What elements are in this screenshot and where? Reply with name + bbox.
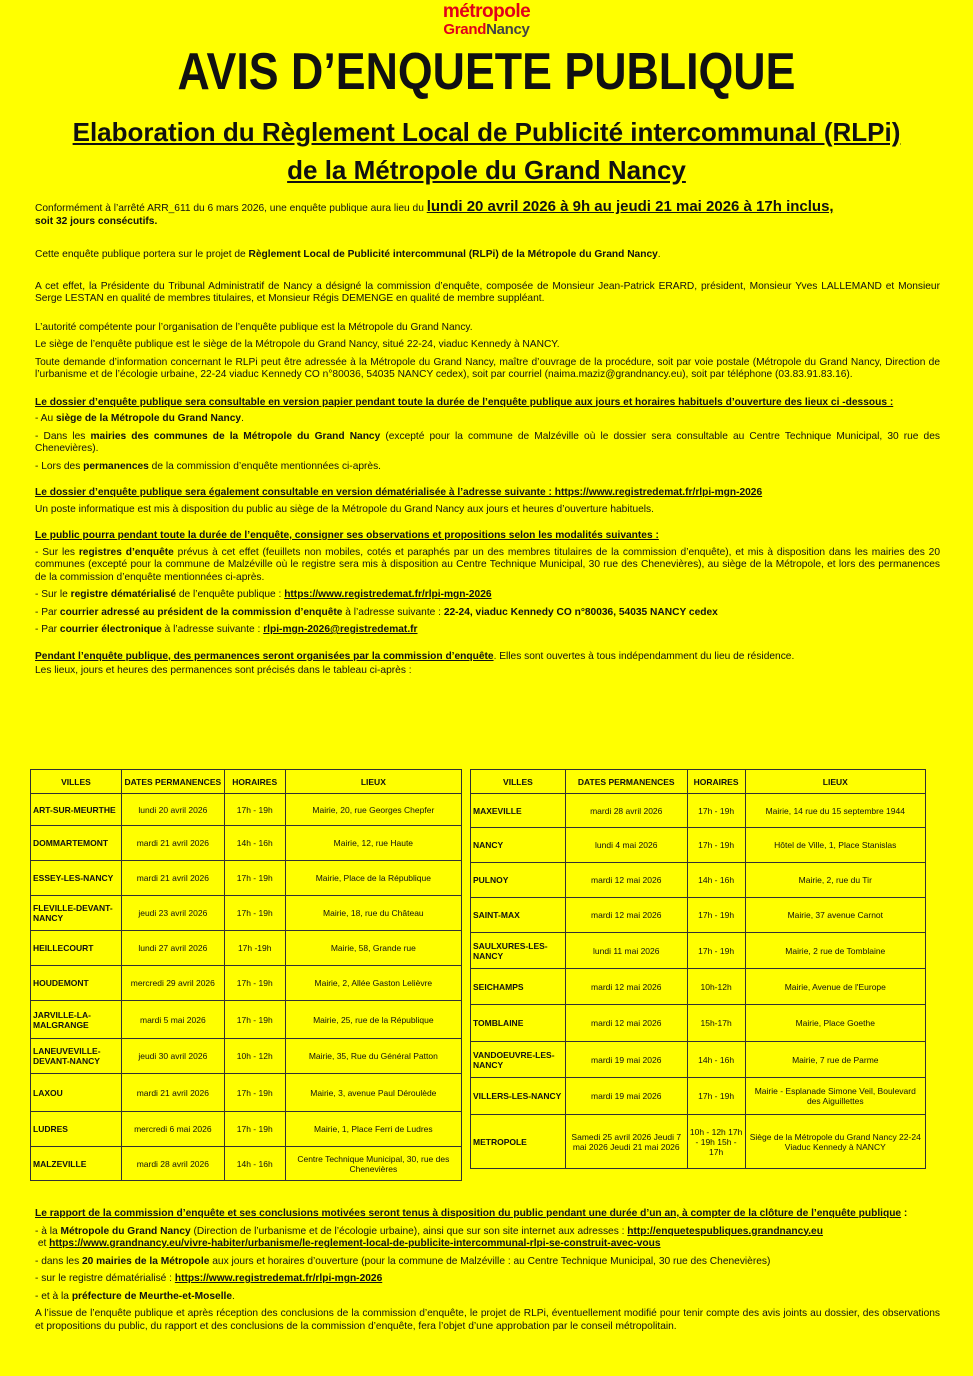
cell-ville: LAXOU — [31, 1074, 122, 1112]
table-row — [31, 1112, 462, 1147]
cell-date: mardi 12 mai 2026 — [565, 969, 687, 1005]
cell-horaire: 14h - 16h — [687, 863, 745, 898]
cell-lieu: Siège de la Métropole du Grand Nancy 22-24 Viaduc Kennedy à NANCY — [745, 1115, 925, 1169]
cell-horaire: 17h -19h — [224, 931, 285, 966]
paper-item-2: - Dans les mairies des communes de la Métropole du Grand Nancy (excepté pour la commune de Malzéville où le dossier sera consultable au Centre Technique Municipal, 30 rue des Chenevières). — [35, 430, 940, 454]
table-row — [31, 966, 462, 1001]
cell-date: lundi 20 avril 2026 — [121, 794, 224, 826]
report-item-4: - et à la préfecture de Meurthe-et-Moselle. — [35, 1290, 235, 1302]
cell-horaire: 17h - 19h — [687, 828, 745, 863]
cell-date: mardi 21 avril 2026 — [121, 1074, 224, 1112]
cell-ville: JARVILLE-LA-MALGRANGE — [31, 1001, 122, 1039]
report-item-3: - sur le registre dématérialisé : https://www.registredemat.fr/rlpi-mgn-2026 — [35, 1273, 383, 1284]
public-item-3: - Par courrier adressé au président de la commission d’enquête à l’adresse suivante : 22-24, viaduc Kennedy CO n°80036, 54035 NANCY cedex — [35, 606, 718, 618]
cell-date: mardi 12 mai 2026 — [565, 898, 687, 933]
cell-ville: MALZEVILLE — [31, 1147, 122, 1181]
cell-ville: LANEUVEVILLE-DEVANT-NANCY — [31, 1039, 122, 1074]
table-row — [31, 1039, 462, 1074]
col-dates: DATES PERMANENCES — [565, 770, 687, 794]
cell-horaire: 10h - 12h — [224, 1039, 285, 1074]
public-heading: Le public pourra pendant toute la durée de l’enquête, consigner ses observations et propositions selon les modalités suivantes : — [35, 530, 659, 541]
table-row — [31, 861, 462, 896]
cell-lieu: Mairie, Place de la République — [285, 861, 461, 896]
col-dates: DATES PERMANENCES — [121, 770, 224, 794]
cell-lieu: Mairie, 25, rue de la République — [285, 1001, 461, 1039]
table-row — [471, 863, 926, 898]
cell-ville: METROPOLE — [471, 1115, 566, 1169]
public-item-1: - Sur les registres d’enquête prévus à cet effet (feuillets non mobiles, cotés et paraphés par un des membres titulaires de la commission d’enquête), et mis à disposition dans les mairies des 20 communes (excepté pour la commune de Malzéville où le registre sera mis à disposition au Centre Technique Municipal, 30 rue des Chenevières), au siège de la Métropole, et lors des permanences de la commission d’enquête mentionnées ci-après. — [35, 546, 940, 583]
cell-date: mardi 19 mai 2026 — [565, 1078, 687, 1115]
cell-ville: ART-SUR-MEURTHE — [31, 794, 122, 826]
page-subtitle: Elaboration du Règlement Local de Publicité intercommunal (RLPi) de la Métropole du Grand Nancy — [72, 117, 901, 185]
cell-horaire: 10h - 12h 17h - 19h 15h - 17h — [687, 1115, 745, 1169]
registre-link-2[interactable]: https://www.registredemat.fr/rlpi-mgn-2026 — [284, 589, 492, 600]
cell-horaire: 17h - 19h — [224, 1112, 285, 1147]
cell-date: lundi 11 mai 2026 — [565, 933, 687, 969]
cell-lieu: Mairie, 12, rue Haute — [285, 826, 461, 861]
cell-lieu: Mairie, Place Goethe — [745, 1005, 925, 1042]
cell-date: mardi 28 avril 2026 — [565, 794, 687, 828]
cell-horaire: 15h-17h — [687, 1005, 745, 1042]
registre-link[interactable]: https://www.registredemat.fr/rlpi-mgn-2026 — [551, 487, 763, 498]
cell-ville: HEILLECOURT — [31, 931, 122, 966]
permanences-table-left — [30, 769, 462, 1181]
logo-line-1: métropole — [442, 1, 531, 22]
cell-horaire: 17h - 19h — [224, 861, 285, 896]
seat-paragraph: Le siège de l’enquête publique est le siège de la Métropole du Grand Nancy, situé 22-24, viaduc Kennedy à NANCY. — [35, 339, 560, 350]
cell-ville: SEICHAMPS — [471, 969, 566, 1005]
table-intro: Les lieux, jours et heures des permanences sont précisés dans le tableau ci-après : — [35, 665, 412, 676]
registre-link-3[interactable]: https://www.registredemat.fr/rlpi-mgn-2026 — [174, 1273, 383, 1284]
digital-heading: Le dossier d’enquête publique sera également consultable en version dématérialisée à l’adresse suivante : https://www.registredemat.fr/rlpi-mgn-2026 — [35, 487, 763, 498]
col-lieux: LIEUX — [745, 770, 925, 794]
cell-lieu: Hôtel de Ville, 1, Place Stanislas — [745, 828, 925, 863]
paper-item-3: - Lors des permanences de la commission d’enquête mentionnées ci-après. — [35, 460, 382, 472]
cell-ville: FLEVILLE-DEVANT-NANCY — [31, 896, 122, 931]
cell-date: jeudi 23 avril 2026 — [121, 896, 224, 931]
cell-lieu: Mairie, 2, rue du Tir — [745, 863, 925, 898]
cell-date: mardi 19 mai 2026 — [565, 1042, 687, 1078]
cell-lieu: Mairie, 14 rue du 15 septembre 1944 — [745, 794, 925, 828]
table-row — [31, 1147, 462, 1181]
commission-paragraph: A cet effet, la Présidente du Tribunal Administratif de Nancy a désigné la commission d’enquête, composée de Monsieur Jean-Patrick ERARD, président, Monsieur Yves LALLEMAND et Monsieur Serge LESTAN en qualité de membres titulaires, et Monsieur Régis DEMENGE en qualité de membre suppléant. — [35, 280, 940, 304]
cell-date: mardi 21 avril 2026 — [121, 861, 224, 896]
cell-lieu: Mairie, 35, Rue du Général Patton — [285, 1039, 461, 1074]
info-paragraph: Toute demande d’information concernant le RLPi peut être adressée à la Métropole du Grand Nancy, maître d’ouvrage de la procédure, soit par voie postale (Métropole du Grand Nancy, Direction de l’urbanisme et de l’écologie urbaine, 22-24 viaduc Kennedy CO n°80036, 54035 NANCY cedex), soit par courriel (naima.maziz@grandnancy.eu), soit par téléphone (03.83.91.83.16). — [35, 356, 940, 380]
paper-item-1: - Au siège de la Métropole du Grand Nancy. — [35, 413, 244, 424]
col-lieux: LIEUX — [285, 770, 461, 794]
cell-lieu: Mairie, 7 rue de Parme — [745, 1042, 925, 1078]
table-row — [471, 1078, 926, 1115]
cell-ville: VILLERS-LES-NANCY — [471, 1078, 566, 1115]
cell-horaire: 17h - 19h — [687, 933, 745, 969]
cell-horaire: 10h-12h — [687, 969, 745, 1005]
cell-horaire: 17h - 19h — [224, 1001, 285, 1039]
cell-lieu: Mairie, 58, Grande rue — [285, 931, 461, 966]
grandnancy-link[interactable]: https://www.grandnancy.eu/vivre-habiter/urbanisme/le-reglement-local-de-publicite-intercommunal-rlpi-se-construit-avec-vous — [49, 1238, 661, 1249]
notice-body — [35, 198, 940, 678]
col-horaires: HORAIRES — [224, 770, 285, 794]
cell-ville: VANDOEUVRE-LES-NANCY — [471, 1042, 566, 1078]
metropole-logo — [0, 3, 973, 38]
cell-lieu: Mairie, 37 avenue Carnot — [745, 898, 925, 933]
cell-horaire: 17h - 19h — [224, 794, 285, 826]
cell-date: mardi 28 avril 2026 — [121, 1147, 224, 1181]
table-row — [471, 828, 926, 863]
perm-heading: Pendant l’enquête publique, des permanences seront organisées par la commission d’enquête. Elles sont ouvertes à tous indépendamment du lieu de résidence. — [35, 650, 795, 662]
cell-lieu: Mairie, 2 rue de Tomblaine — [745, 933, 925, 969]
table-row — [471, 898, 926, 933]
cell-ville: SAINT-MAX — [471, 898, 566, 933]
cell-horaire: 14h - 16h — [224, 826, 285, 861]
cell-horaire: 17h - 19h — [687, 898, 745, 933]
cell-date: mercredi 29 avril 2026 — [121, 966, 224, 1001]
table-row — [471, 969, 926, 1005]
table-row — [471, 1042, 926, 1078]
table-row — [31, 794, 462, 826]
cell-date: Samedi 25 avril 2026 Jeudi 7 mai 2026 Jeudi 21 mai 2026 — [565, 1115, 687, 1169]
cell-lieu: Mairie, 2, Allée Gaston Lelièvre — [285, 966, 461, 1001]
report-item-2: - dans les 20 mairies de la Métropole aux jours et horaires d’ouverture (pour la commune de Malzéville : au Centre Technique Municipal, 30 rue des Chenevières) — [35, 1255, 771, 1267]
cell-date: mardi 5 mai 2026 — [121, 1001, 224, 1039]
cell-lieu: Mairie, 18, rue du Château — [285, 896, 461, 931]
cell-horaire: 17h - 19h — [224, 966, 285, 1001]
authority-paragraph: L’autorité compétente pour l’organisation de l’enquête publique est la Métropole du Grand Nancy. — [35, 321, 473, 333]
cell-ville: SAULXURES-LES-NANCY — [471, 933, 566, 969]
col-horaires: HORAIRES — [687, 770, 745, 794]
email-link[interactable]: rlpi-mgn-2026@registredemat.fr — [263, 624, 418, 635]
permanences-table-right — [470, 769, 926, 1169]
cell-ville: LUDRES — [31, 1112, 122, 1147]
cell-date: lundi 4 mai 2026 — [565, 828, 687, 863]
table-row — [471, 1115, 926, 1169]
report-final: A l’issue de l’enquête publique et après réception des conclusions de la commission d’enquête, le projet de RLPi, éventuellement modifié pour tenir compte des avis joints au dossier, des observations et propositions du public, du rapport et des conclusions de la commission d’enquête, fera l’objet d’une approbation par le conseil métropolitain. — [35, 1308, 940, 1332]
table-header-row — [31, 770, 462, 794]
object-paragraph: Cette enquête publique portera sur le projet de Règlement Local de Publicité intercommunal (RLPi) de la Métropole du Grand Nancy. — [35, 249, 661, 260]
cell-ville: NANCY — [471, 828, 566, 863]
report-heading: Le rapport de la commission d’enquête et ses conclusions motivées seront tenus à disposition du public pendant une durée d’un an, à compter de la clôture de l’enquête publique : — [35, 1208, 908, 1219]
public-item-4: - Par courrier électronique à l’adresse suivante : rlpi-mgn-2026@registredemat.fr — [35, 624, 418, 635]
enquetes-link[interactable]: http://enquetespubliques.grandnancy.eu — [627, 1225, 823, 1237]
paper-heading: Le dossier d’enquête publique sera consultable en version papier pendant toute la durée de l’enquête publique aux jours et horaires habituels d’ouverture des lieux ci -dessous : — [35, 396, 894, 408]
digital-text: Un poste informatique est mis à disposition du public au siège de la Métropole du Grand Nancy aux jours et heures d’ouverture habituels. — [35, 503, 654, 515]
cell-ville: ESSEY-LES-NANCY — [31, 861, 122, 896]
table-row — [471, 933, 926, 969]
table-row — [31, 1074, 462, 1112]
page-title: AVIS D’ENQUETE PUBLIQUE — [177, 43, 796, 101]
cell-horaire: 17h - 19h — [224, 896, 285, 931]
report-section — [35, 1208, 940, 1333]
cell-ville: HOUDEMONT — [31, 966, 122, 1001]
cell-ville: DOMMARTEMONT — [31, 826, 122, 861]
table-header-row — [471, 770, 926, 794]
cell-lieu: Mairie - Esplanade Simone Veil, Boulevard des Aiguillettes — [745, 1078, 925, 1115]
col-villes: VILLES — [471, 770, 566, 794]
cell-ville: MAXEVILLE — [471, 794, 566, 828]
public-item-2: - Sur le registre dématérialisé de l’enquête publique : https://www.registredemat.fr/rlpi-mgn-2026 — [35, 589, 492, 600]
cell-horaire: 14h - 16h — [687, 1042, 745, 1078]
intro-paragraph: Conformément à l’arrêté ARR_611 du 6 mars 2026, une enquête publique aura lieu du lundi 20 avril 2026 à 9h au jeudi 21 mai 2026 à 17h inclus, soit 32 jours consécutifs. — [35, 198, 834, 227]
table-row — [31, 896, 462, 931]
cell-ville: TOMBLAINE — [471, 1005, 566, 1042]
cell-date: jeudi 30 avril 2026 — [121, 1039, 224, 1074]
cell-date: lundi 27 avril 2026 — [121, 931, 224, 966]
cell-date: mardi 12 mai 2026 — [565, 863, 687, 898]
cell-date: mardi 12 mai 2026 — [565, 1005, 687, 1042]
table-row — [31, 1001, 462, 1039]
cell-ville: PULNOY — [471, 863, 566, 898]
cell-horaire: 17h - 19h — [687, 1078, 745, 1115]
cell-date: mercredi 6 mai 2026 — [121, 1112, 224, 1147]
cell-horaire: 17h - 19h — [224, 1074, 285, 1112]
table-row — [471, 1005, 926, 1042]
cell-lieu: Mairie, 3, avenue Paul Déroulède — [285, 1074, 461, 1112]
table-row — [471, 794, 926, 828]
logo-line-2: GrandNancy — [443, 21, 530, 38]
cell-lieu: Mairie, 1, Place Ferri de Ludres — [285, 1112, 461, 1147]
cell-lieu: Mairie, Avenue de l'Europe — [745, 969, 925, 1005]
col-villes: VILLES — [31, 770, 122, 794]
cell-date: mardi 21 avril 2026 — [121, 826, 224, 861]
cell-horaire: 17h - 19h — [687, 794, 745, 828]
cell-horaire: 14h - 16h — [224, 1147, 285, 1181]
cell-lieu: Centre Technique Municipal, 30, rue des Chenevières — [285, 1147, 461, 1181]
table-row — [31, 826, 462, 861]
table-row — [31, 931, 462, 966]
report-item-1: - à la Métropole du Grand Nancy (Direction de l’urbanisme et de l’écologie urbaine), ainsi que sur son site internet aux adresses : http://enquetespubliques.grandnancy.eu et https://www.grandnancy.eu/vivre-habiter/urbanisme/le-reglement-local-de-publicite-intercommunal-rlpi-se-construit-avec-vous — [35, 1225, 823, 1249]
cell-lieu: Mairie, 20, rue Georges Chepfer — [285, 794, 461, 826]
